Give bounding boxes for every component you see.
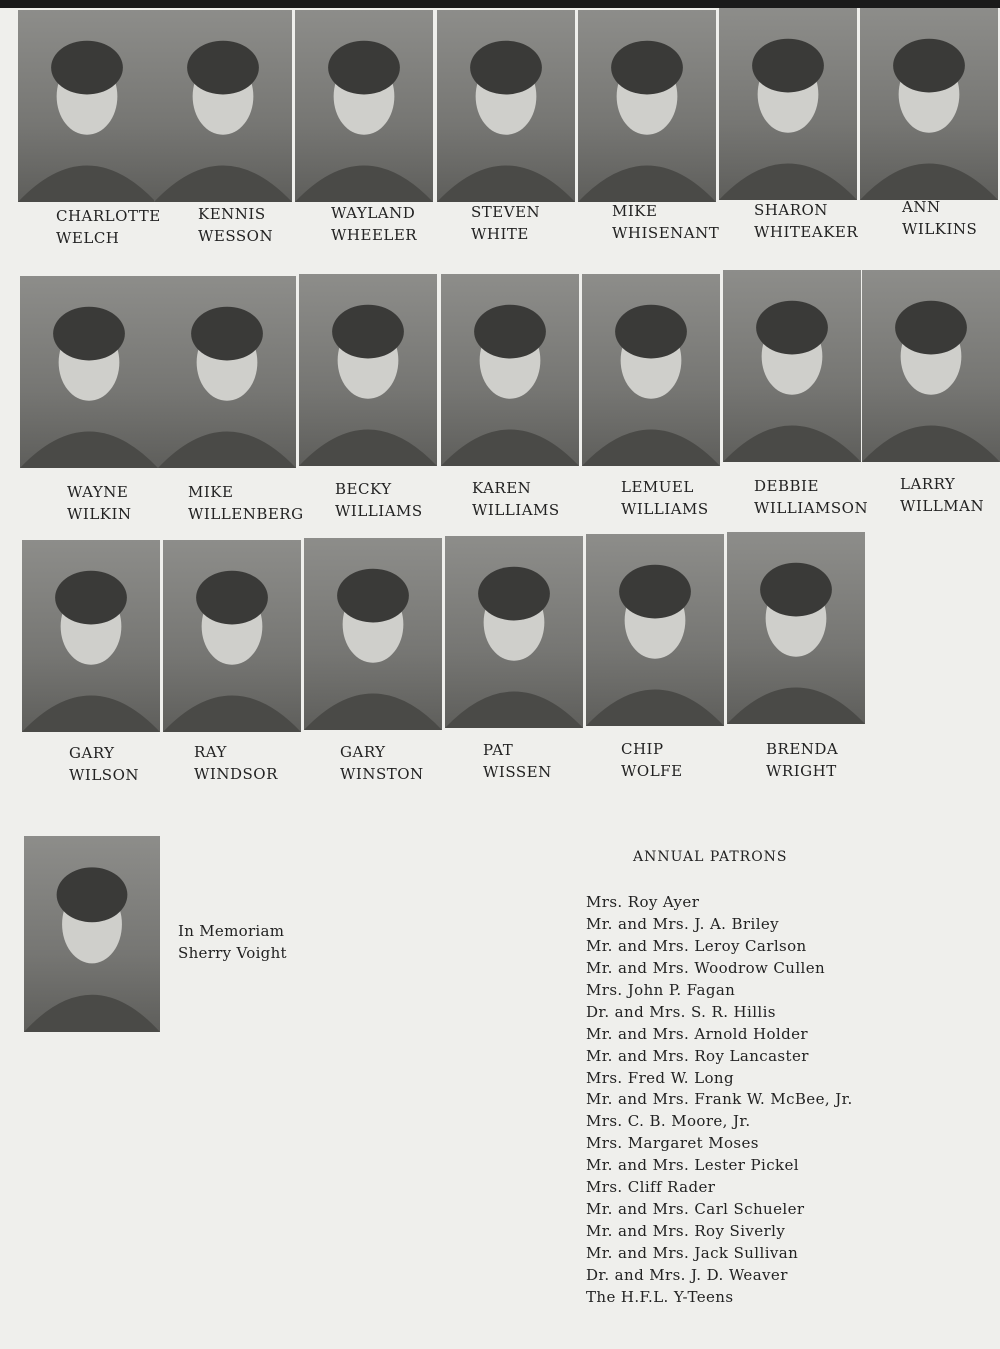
patron-item: Mrs. Margaret Moses	[586, 1134, 759, 1153]
student-photo	[586, 534, 724, 726]
memoriam-caption	[178, 920, 287, 964]
student-photo	[719, 8, 857, 200]
student-photo	[299, 274, 437, 466]
memoriam-name: Sherry Voight	[178, 944, 287, 962]
patron-item: The H.F.L. Y-Teens	[586, 1287, 734, 1306]
portrait-silhouette	[445, 536, 583, 728]
student-name: WAYLAND WHEELER	[331, 204, 418, 244]
student-photo	[860, 8, 998, 200]
student-name: STEVEN WHITE	[471, 203, 541, 243]
student-photo	[582, 274, 720, 466]
portrait-silhouette	[295, 10, 433, 202]
student-photo	[22, 540, 160, 732]
patron-item: Mrs. C. B. Moore, Jr.	[586, 1112, 751, 1131]
portrait-silhouette	[586, 534, 724, 726]
student-name: PAT WISSEN	[483, 741, 552, 781]
patron-item: Mrs. John P. Fagan	[586, 980, 736, 999]
portrait-silhouette	[154, 10, 292, 202]
portrait-silhouette	[163, 540, 301, 732]
patrons-title: ANNUAL PATRONS	[633, 849, 788, 865]
student-name: GARY WINSTON	[340, 743, 424, 783]
student-photo	[20, 276, 158, 468]
student-name: BECKY WILLIAMS	[335, 480, 423, 520]
patron-item: Mrs. Cliff Rader	[586, 1178, 716, 1197]
patron-item: Mr. and Mrs. Arnold Holder	[586, 1024, 808, 1043]
student-name: CHARLOTTE WELCH	[56, 207, 161, 247]
student-name: ANN WILKINS	[902, 198, 978, 238]
portrait-silhouette	[18, 10, 156, 202]
student-photo	[445, 536, 583, 728]
portrait-silhouette	[860, 8, 998, 200]
student-name: MIKE WHISENANT	[612, 202, 720, 242]
portrait-silhouette	[727, 532, 865, 724]
student-name: RAY WINDSOR	[194, 743, 278, 783]
student-name: CHIP WOLFE	[621, 740, 683, 780]
patron-item: Dr. and Mrs. S. R. Hillis	[586, 1002, 776, 1021]
patron-item: Mr. and Mrs. Jack Sullivan	[586, 1244, 799, 1262]
patron-item: Mr. and Mrs. Woodrow Cullen	[586, 958, 826, 977]
student-photo	[578, 10, 716, 202]
portrait-silhouette	[20, 276, 158, 468]
patron-item: Mr. and Mrs. J. A. Briley	[586, 914, 780, 933]
student-photo	[723, 270, 861, 462]
student-photo	[727, 532, 865, 724]
patrons-list	[586, 892, 853, 1309]
student-photo	[18, 10, 156, 202]
student-photo	[304, 538, 442, 730]
portrait-silhouette	[437, 10, 575, 202]
portrait-silhouette	[862, 270, 1000, 462]
student-photo	[441, 274, 579, 466]
student-name: LEMUEL WILLIAMS	[621, 478, 709, 518]
portrait-silhouette	[441, 274, 579, 466]
student-name: SHARON WHITEAKER	[754, 201, 859, 241]
portrait-silhouette	[299, 274, 437, 466]
student-photo	[158, 276, 296, 468]
patron-item: Mrs. Fred W. Long	[586, 1068, 734, 1087]
patron-item: Mr. and Mrs. Leroy Carlson	[586, 936, 807, 955]
patron-item: Mr. and Mrs. Frank W. McBee, Jr.	[586, 1090, 853, 1109]
student-photo	[295, 10, 433, 202]
student-photo	[862, 270, 1000, 462]
student-name: WAYNE WILKIN	[67, 483, 132, 523]
student-name: KAREN WILLIAMS	[472, 479, 560, 519]
portrait-silhouette	[24, 836, 160, 1032]
student-name: LARRY WILLMAN	[900, 475, 985, 515]
patron-item: Mr. and Mrs. Roy Siverly	[586, 1222, 786, 1241]
student-photo	[154, 10, 292, 202]
yearbook-page	[0, 8, 1000, 1349]
student-photo	[163, 540, 301, 732]
portrait-silhouette	[158, 276, 296, 468]
student-name: KENNIS WESSON	[198, 205, 274, 245]
student-name: MIKE WILLENBERG	[188, 483, 304, 523]
portrait-silhouette	[22, 540, 160, 732]
patron-item: Mr. and Mrs. Roy Lancaster	[586, 1046, 809, 1065]
patron-item: Dr. and Mrs. J. D. Weaver	[586, 1265, 788, 1284]
portrait-silhouette	[304, 538, 442, 730]
memoriam-label: In Memoriam	[178, 922, 285, 940]
patron-item: Mr. and Mrs. Lester Pickel	[586, 1156, 799, 1175]
portrait-silhouette	[582, 274, 720, 466]
student-name: GARY WILSON	[69, 744, 140, 784]
student-name: BRENDA WRIGHT	[766, 740, 839, 780]
student-photo	[437, 10, 575, 202]
student-name: DEBBIE WILLIAMSON	[754, 477, 869, 517]
memoriam-photo	[24, 836, 160, 1032]
portrait-silhouette	[578, 10, 716, 202]
patron-item: Mr. and Mrs. Carl Schueler	[586, 1200, 805, 1219]
portrait-silhouette	[719, 8, 857, 200]
portrait-silhouette	[723, 270, 861, 462]
patron-item: Mrs. Roy Ayer	[586, 893, 700, 911]
